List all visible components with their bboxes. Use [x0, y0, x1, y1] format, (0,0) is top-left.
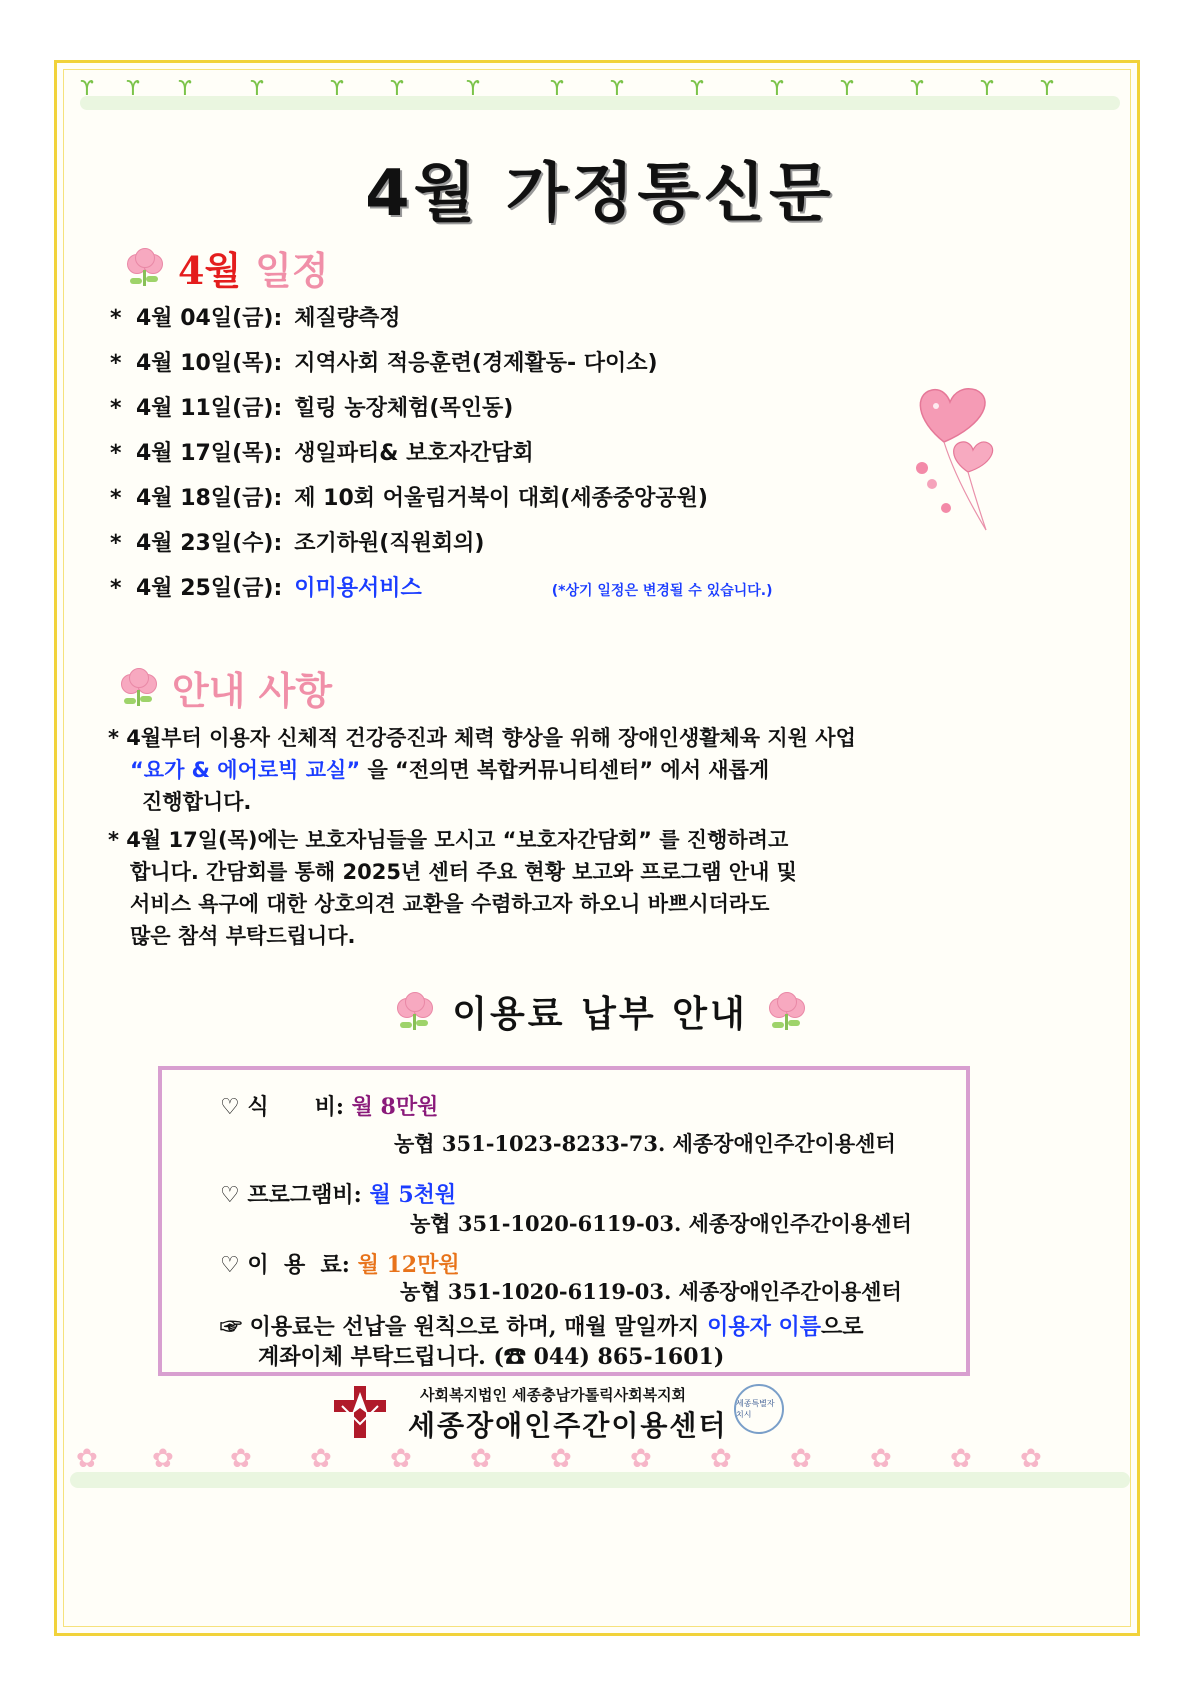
flower-icon: ✿ [470, 1444, 492, 1474]
flower-icon [766, 992, 806, 1032]
schedule-date: 4월 23일(수): [136, 531, 283, 556]
flower-icon: ✿ [870, 1444, 892, 1474]
sprout-icon: ϒ [250, 76, 264, 100]
flower-icon [394, 992, 434, 1032]
fee-heading [0, 986, 1200, 1037]
schedule-text: 조기하원(직원회의) [294, 531, 485, 556]
sprout-icon: ϒ [466, 76, 480, 100]
sprout-icon: ϒ [1040, 76, 1054, 100]
schedule-item [110, 431, 930, 476]
fee-note-line1 [220, 1310, 864, 1341]
program-fee-amount: 월 5천원 [369, 1182, 457, 1208]
sprout-icon: ϒ [770, 76, 784, 100]
sprout-icon: ϒ [840, 76, 854, 100]
bullet-star: * [110, 531, 122, 556]
flower-icon: ✿ [152, 1444, 174, 1474]
flower-icon: ✿ [790, 1444, 812, 1474]
sprout-icon: ϒ [390, 76, 404, 100]
flower-icon: ✿ [230, 1444, 252, 1474]
schedule-item [110, 296, 930, 341]
sprout-icon: ϒ [178, 76, 192, 100]
schedule-date: 4월 25일(금): [136, 576, 283, 601]
bullet-star: * [110, 486, 122, 511]
cross-logo-icon [332, 1384, 388, 1440]
flower-icon: ✿ [630, 1444, 652, 1474]
sprout-icon: ϒ [330, 76, 344, 100]
schedule-date: 4월 11일(금): [136, 396, 283, 421]
schedule-date: 4월 18일(금): [136, 486, 283, 511]
program-fee-row [220, 1178, 456, 1209]
notice-heading-text: 안내 사항 [172, 668, 333, 713]
flower-icon: ✿ [310, 1444, 332, 1474]
schedule-item [110, 341, 930, 386]
org-parent-name: 사회복지법인 세종충남가톨릭사회복지회 [420, 1386, 687, 1404]
flower-icon [124, 248, 164, 288]
notice-paragraph-1 [108, 722, 1008, 818]
notice-line: * 4월 17일(목)에는 보호자님들을 모시고 “보호자간담회” 를 진행하려고 [108, 828, 789, 852]
fee-note-line2: 계좌이체 부탁드립니다. (☎ 044) 865-1601) [258, 1344, 725, 1370]
sprout-icon: ϒ [550, 76, 564, 100]
meal-fee-account: 농협 351-1023-8233-73. 세종장애인주간이용센터 [394, 1131, 896, 1156]
sprout-icon: ϒ [610, 76, 624, 100]
schedule-date: 4월 17일(목): [136, 441, 283, 466]
sprout-icon: ϒ [126, 76, 140, 100]
meal-fee-amount: 월 8만원 [351, 1094, 439, 1120]
heart-balloon-icon [906, 380, 1006, 540]
program-fee-label: ♡ 프로그램비: [220, 1182, 362, 1208]
schedule-text: 지역사회 적응훈련(경제활동- 다이소) [294, 351, 658, 376]
notice-line-rest: 을 “전의면 복합커뮤니티센터” 에서 새롭게 [360, 758, 770, 782]
flower-icon: ✿ [1020, 1444, 1042, 1474]
flower-icon: ✿ [390, 1444, 412, 1474]
seal-text: 세종특별자치시 [736, 1399, 775, 1419]
sprout-icon: ϒ [910, 76, 924, 100]
page-title: 4월 가정통신문 [365, 157, 835, 231]
notice-highlight: “요가 & 에어로빅 교실” [130, 758, 361, 782]
fee-note-highlight: 이용자 이름 [707, 1314, 821, 1340]
flower-icon: ✿ [550, 1444, 572, 1474]
sprout-icon: ϒ [980, 76, 994, 100]
schedule-item [110, 521, 930, 566]
schedule-text: 이미용서비스 [294, 576, 422, 601]
schedule-item [110, 566, 930, 611]
schedule-item [110, 386, 930, 431]
schedule-item [110, 476, 930, 521]
bullet-star: * [110, 351, 122, 376]
notice-line: 합니다. 간담회를 통해 2025년 센터 주요 현황 보고와 프로그램 안내 및 [130, 860, 797, 884]
flower-ground [70, 1472, 1130, 1488]
schedule-text: 제 10회 어울림거북이 대회(세종중앙공원) [294, 486, 708, 511]
schedule-text: 생일파티& 보호자간담회 [294, 441, 534, 466]
usage-fee-row [220, 1248, 460, 1279]
sprout-icon: ϒ [80, 76, 94, 100]
bullet-star: * [110, 576, 122, 601]
seal-icon [734, 1384, 784, 1434]
notice-line [108, 754, 1008, 786]
fee-heading-text: 이용료 납부 안내 [452, 993, 748, 1035]
org-name: 세종장애인주간이용센터 [408, 1409, 728, 1442]
schedule-date: 4월 10일(목): [136, 351, 283, 376]
fee-box [158, 1066, 970, 1376]
flower-icon: ✿ [950, 1444, 972, 1474]
notice-heading [118, 660, 332, 715]
usage-fee-amount: 월 12만원 [357, 1252, 460, 1278]
bullet-star: * [110, 306, 122, 331]
fee-note-pre: ☞ 이용료는 선납을 원칙으로 하며, 매월 말일까지 [220, 1314, 700, 1340]
schedule-heading-text: 일정 [255, 248, 329, 293]
schedule-text: 체질량측정 [294, 306, 401, 331]
flower-icon [118, 668, 158, 708]
schedule-list [110, 296, 930, 611]
notice-line: * 4월부터 이용자 신체적 건강증진과 체력 향상을 위해 장애인생활체육 지원 사업 [108, 726, 856, 750]
notice-paragraph-2 [108, 824, 1008, 952]
bullet-star: * [110, 396, 122, 421]
schedule-text: 힐링 농장체험(목인동) [294, 396, 514, 421]
schedule-heading-month: 4월 [178, 248, 242, 293]
meal-fee-label: ♡ 식 비: [220, 1094, 344, 1120]
schedule-heading [124, 240, 329, 295]
sprout-decoration [80, 70, 1120, 110]
schedule-note: (*상기 일정은 변경될 수 있습니다.) [551, 583, 773, 599]
flower-icon: ✿ [76, 1444, 98, 1474]
sprout-ground [80, 96, 1120, 110]
program-fee-account: 농협 351-1020-6119-03. 세종장애인주간이용센터 [410, 1211, 912, 1236]
notice-line: 많은 참석 부탁드립니다. [130, 924, 356, 948]
sprout-icon: ϒ [690, 76, 704, 100]
notice-line: 서비스 욕구에 대한 상호의견 교환을 수렴하고자 하오니 바쁘시더라도 [130, 892, 770, 916]
flower-icon: ✿ [710, 1444, 732, 1474]
notice-line: 진행합니다. [142, 790, 252, 814]
usage-fee-label: ♡ 이 용 료: [220, 1252, 350, 1278]
usage-fee-account: 농협 351-1020-6119-03. 세종장애인주간이용센터 [400, 1279, 902, 1304]
meal-fee-row [220, 1090, 438, 1121]
fee-note-post: 으로 [821, 1314, 864, 1340]
schedule-date: 4월 04일(금): [136, 306, 283, 331]
flower-decoration [70, 1440, 1130, 1490]
bullet-star: * [110, 441, 122, 466]
